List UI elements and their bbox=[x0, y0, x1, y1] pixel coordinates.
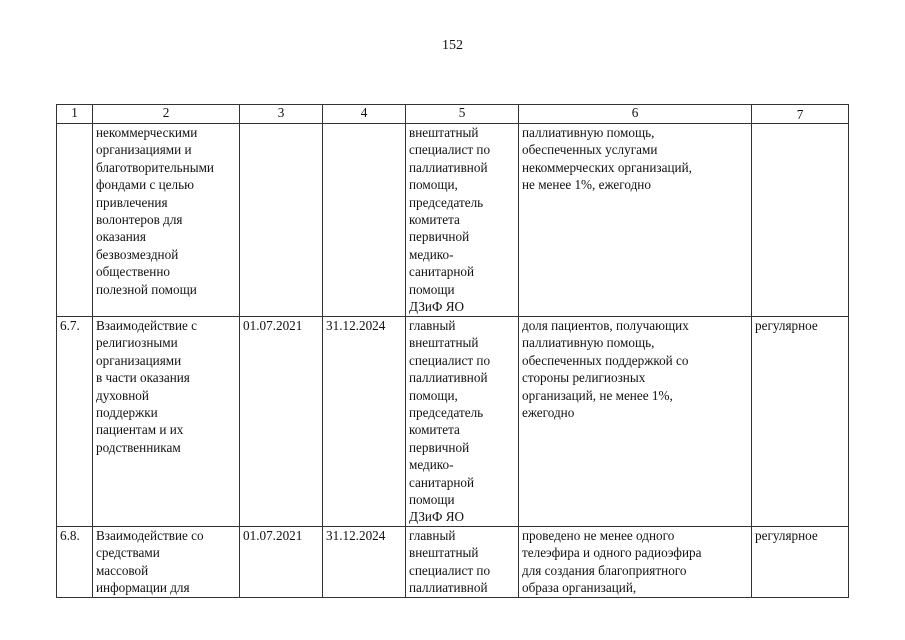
row-number: 6.8. bbox=[57, 526, 93, 597]
end-date-cell: 31.12.2024 bbox=[323, 526, 406, 597]
row-number bbox=[57, 124, 93, 317]
indicator-cell: паллиативную помощь, обеспеченных услугами некоммерческих организаций, не менее 1%, ежегодно bbox=[519, 124, 752, 317]
activity-cell: Взаимодействие со средствами массовой информации для bbox=[93, 526, 240, 597]
column-header: 1 bbox=[57, 105, 93, 124]
table-row bbox=[57, 526, 849, 597]
end-date-cell: 31.12.2024 bbox=[323, 317, 406, 527]
column-header: 7 bbox=[752, 105, 849, 124]
responsible-cell: внештатный специалист по паллиативной помощи, председатель комитета первичной медико- санитарной помощи ДЗиФ ЯО bbox=[406, 124, 519, 317]
start-date-cell: 01.07.2021 bbox=[240, 526, 323, 597]
column-header: 3 bbox=[240, 105, 323, 124]
table-row bbox=[57, 317, 849, 527]
frequency-cell: регулярное bbox=[752, 526, 849, 597]
table-header-row bbox=[57, 105, 849, 124]
column-header: 2 bbox=[93, 105, 240, 124]
end-date-cell bbox=[323, 124, 406, 317]
activity-cell: некоммерческими организациями и благотворительными фондами с целью привлечения волонтеров для оказания безвозмездной общественно полезной помощи bbox=[93, 124, 240, 317]
start-date-cell bbox=[240, 124, 323, 317]
column-header: 4 bbox=[323, 105, 406, 124]
responsible-cell: главный внештатный специалист по паллиативной bbox=[406, 526, 519, 597]
column-header: 6 bbox=[519, 105, 752, 124]
responsible-cell: главный внештатный специалист по паллиативной помощи, председатель комитета первичной медико- санитарной помощи ДЗиФ ЯО bbox=[406, 317, 519, 527]
frequency-cell: регулярное bbox=[752, 317, 849, 527]
column-header: 5 bbox=[406, 105, 519, 124]
row-number: 6.7. bbox=[57, 317, 93, 527]
start-date-cell: 01.07.2021 bbox=[240, 317, 323, 527]
activity-plan-table bbox=[56, 104, 849, 598]
activity-cell: Взаимодействие с религиозными организациями в части оказания духовной поддержки пациентам и их родственникам bbox=[93, 317, 240, 527]
indicator-cell: проведено не менее одного телеэфира и одного радиоэфира для создания благоприятного образа организаций, bbox=[519, 526, 752, 597]
indicator-cell: доля пациентов, получающих паллиативную помощь, обеспеченных поддержкой со стороны религиозных организаций, не менее 1%, ежегодно bbox=[519, 317, 752, 527]
frequency-cell bbox=[752, 124, 849, 317]
page-number: 152 bbox=[442, 38, 463, 53]
table-row bbox=[57, 124, 849, 317]
